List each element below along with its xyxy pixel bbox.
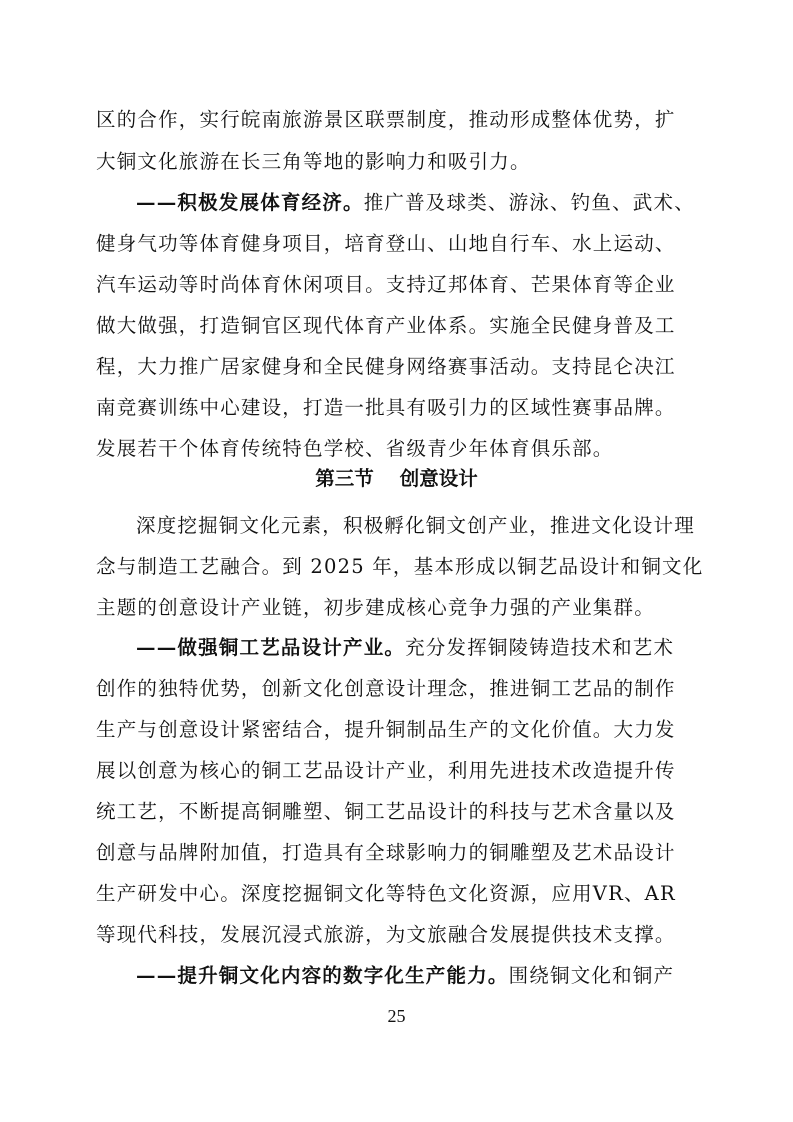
paragraph-line: 念与制造工艺融合。到 2025 年，基本形成以铜艺品设计和铜文化 bbox=[96, 555, 704, 578]
paragraph-line: 做大做强，打造铜官区现代体育产业体系。实施全民健身普及工 bbox=[96, 314, 676, 337]
paragraph-line: 汽车运动等时尚体育休闲项目。支持辽邦体育、芒果体育等企业 bbox=[96, 273, 676, 296]
paragraph-line bbox=[136, 634, 706, 662]
line-text: 充分发挥铜陵铸造技术和艺术 bbox=[405, 636, 675, 659]
paragraph-line: 程，大力推广居家健身和全民健身网络赛事活动。支持昆仑决江 bbox=[96, 355, 676, 378]
line-text: 围绕铜文化和铜产 bbox=[508, 964, 675, 987]
paragraph-line bbox=[136, 189, 706, 217]
bold-lead-sports-economy: ——积极发展体育经济。 bbox=[136, 191, 364, 214]
bold-lead-digital-production: ——提升铜文化内容的数字化生产能力。 bbox=[136, 964, 509, 987]
section-heading bbox=[0, 465, 793, 493]
paragraph-line: 区的合作，实行皖南旅游景区联票制度，推动形成整体优势，扩 bbox=[96, 108, 676, 131]
paragraph-line: 生产研发中心。深度挖掘铜文化等特色文化资源，应用VR、AR bbox=[96, 882, 676, 905]
paragraph-line: 创意与品牌附加值，打造具有全球影响力的铜雕塑及艺术品设计 bbox=[96, 841, 676, 864]
page-number: 25 bbox=[387, 1006, 406, 1026]
paragraph-line: 深度挖掘铜文化元素，积极孵化铜文创产业，推进文化设计理 bbox=[136, 514, 695, 537]
paragraph-line: 生产与创意设计紧密结合，提升铜制品生产的文化价值。大力发 bbox=[96, 718, 676, 741]
paragraph-line: 大铜文化旅游在长三角等地的影响力和吸引力。 bbox=[96, 150, 531, 173]
paragraph-line: 创作的独特优势，创新文化创意设计理念，推进铜工艺品的制作 bbox=[96, 677, 676, 700]
paragraph-line: 发展若干个体育传统特色学校、省级青少年体育俱乐部。 bbox=[96, 437, 614, 460]
paragraph-line: 等现代科技，发展沉浸式旅游，为文旅融合发展提供技术支撑。 bbox=[96, 923, 676, 946]
paragraph-line: 统工艺，不断提高铜雕塑、铜工艺品设计的科技与艺术含量以及 bbox=[96, 800, 676, 823]
section-title: 创意设计 bbox=[399, 467, 478, 490]
paragraph-line: 主题的创意设计产业链，初步建成核心竞争力强的产业集群。 bbox=[96, 596, 655, 619]
paragraph-line: 展以创意为核心的铜工艺品设计产业，利用先进技术改造提升传 bbox=[96, 759, 676, 782]
paragraph-line: 南竞赛训练中心建设，打造一批具有吸引力的区域性赛事品牌。 bbox=[96, 396, 676, 419]
line-text: 推广普及球类、游泳、钓鱼、武术、 bbox=[363, 191, 695, 214]
paragraph-line: 健身气功等体育健身项目，培育登山、山地自行车、水上运动、 bbox=[96, 232, 676, 255]
paragraph-line bbox=[136, 962, 706, 990]
section-number: 第三节 bbox=[315, 467, 374, 490]
bold-lead-copper-crafts: ——做强铜工艺品设计产业。 bbox=[136, 636, 406, 659]
